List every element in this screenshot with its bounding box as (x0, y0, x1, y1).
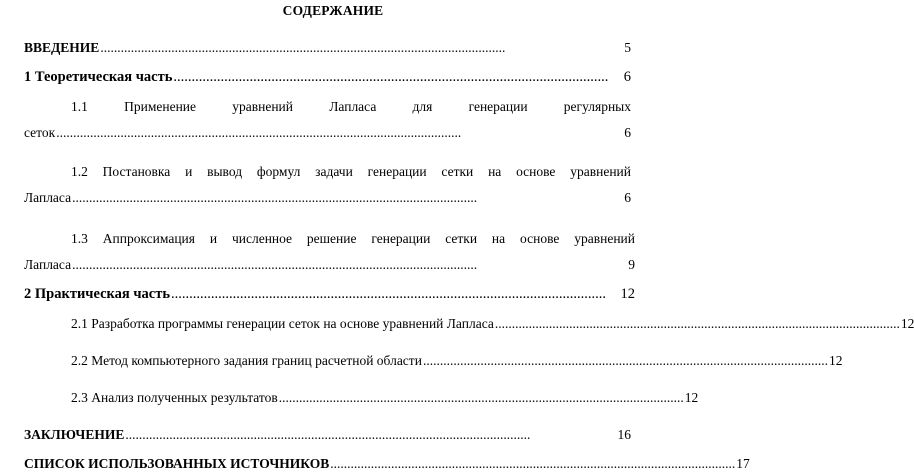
toc-page-number: 6 (624, 190, 631, 205)
toc-entry-chapter-1[interactable] (24, 69, 631, 86)
toc-page-number: 12 (620, 286, 635, 302)
toc-leader-dots: ........................................................................................................................ (72, 257, 478, 272)
toc-entry-label-line1: 1.1 Применение уравнений Лапласа для генерации регулярных (71, 99, 631, 114)
toc-entry-section-1-1[interactable] (24, 98, 631, 141)
toc-leader-dots: ........................................................................................................................ (125, 427, 531, 442)
toc-entry-label-line2: Лапласа (24, 257, 72, 272)
toc-entry-label-line2: Лапласа (24, 190, 72, 205)
toc-entry-label: ВВЕДЕНИЕ (24, 40, 100, 55)
toc-entry-references[interactable] (24, 455, 750, 472)
toc-entry-label: СПИСОК ИСПОЛЬЗОВАННЫХ ИСТОЧНИКОВ (24, 456, 330, 471)
toc-entry-label: 2.1 Разработка программы генерации сеток на основе уравнений Лапласа (71, 316, 494, 331)
toc-page-number: 17 (736, 456, 750, 471)
toc-entry-intro[interactable] (24, 39, 631, 56)
toc-page-number: 16 (617, 427, 631, 442)
toc-leader-dots: ........................................................................................................................ (171, 286, 607, 302)
toc-leader-dots: ........................................................................................................................ (278, 390, 684, 405)
toc-page-number: 9 (628, 257, 635, 272)
toc-leader-dots: ........................................................................................................................ (100, 40, 506, 55)
toc-title: СОДЕРЖАНИЕ (282, 3, 384, 18)
toc-page-number: 12 (900, 316, 914, 331)
toc-leader-dots: ........................................................................................................................ (494, 316, 900, 331)
toc-entry-section-1-2[interactable] (24, 163, 631, 206)
toc-entry-conclusion[interactable] (24, 426, 631, 443)
toc-leader-dots: ........................................................................................................................ (173, 69, 609, 85)
toc-entry-label: ЗАКЛЮЧЕНИЕ (24, 427, 125, 442)
toc-page-number: 12 (684, 390, 699, 405)
toc-entry-section-1-3[interactable] (24, 230, 635, 273)
toc-leader-dots: ........................................................................................................................ (422, 353, 828, 368)
toc-entry-label: 1 Теоретическая часть (24, 69, 173, 85)
toc-entry-label-line2: сеток (24, 125, 56, 140)
toc-entry-label: 2.3 Анализ полученных результатов (71, 390, 278, 405)
toc-page-number: 5 (624, 40, 631, 55)
toc-page-number: 12 (828, 353, 843, 368)
toc-entry-section-2-1[interactable] (71, 315, 914, 332)
toc-entry-label: 2 Практическая часть (24, 286, 171, 302)
toc-page-number: 6 (624, 125, 631, 140)
toc-entry-label-line1: 1.2 Постановка и вывод формул задачи генерации сетки на основе уравнений (71, 164, 631, 179)
toc-entry-label: 2.2 Метод компьютерного задания границ расчетной области (71, 353, 422, 368)
toc-leader-dots: ........................................................................................................................ (72, 190, 478, 205)
toc-entry-section-2-2[interactable] (71, 352, 843, 369)
toc-entry-section-2-3[interactable] (71, 389, 699, 406)
toc-leader-dots: ........................................................................................................................ (330, 456, 736, 471)
toc-entry-chapter-2[interactable] (24, 286, 635, 303)
toc-leader-dots: ........................................................................................................................ (56, 125, 462, 140)
toc-entry-label-line1: 1.3 Аппроксимация и численное решение генерации сетки на основе уравнений (71, 231, 635, 246)
toc-page-number: 6 (623, 69, 631, 85)
